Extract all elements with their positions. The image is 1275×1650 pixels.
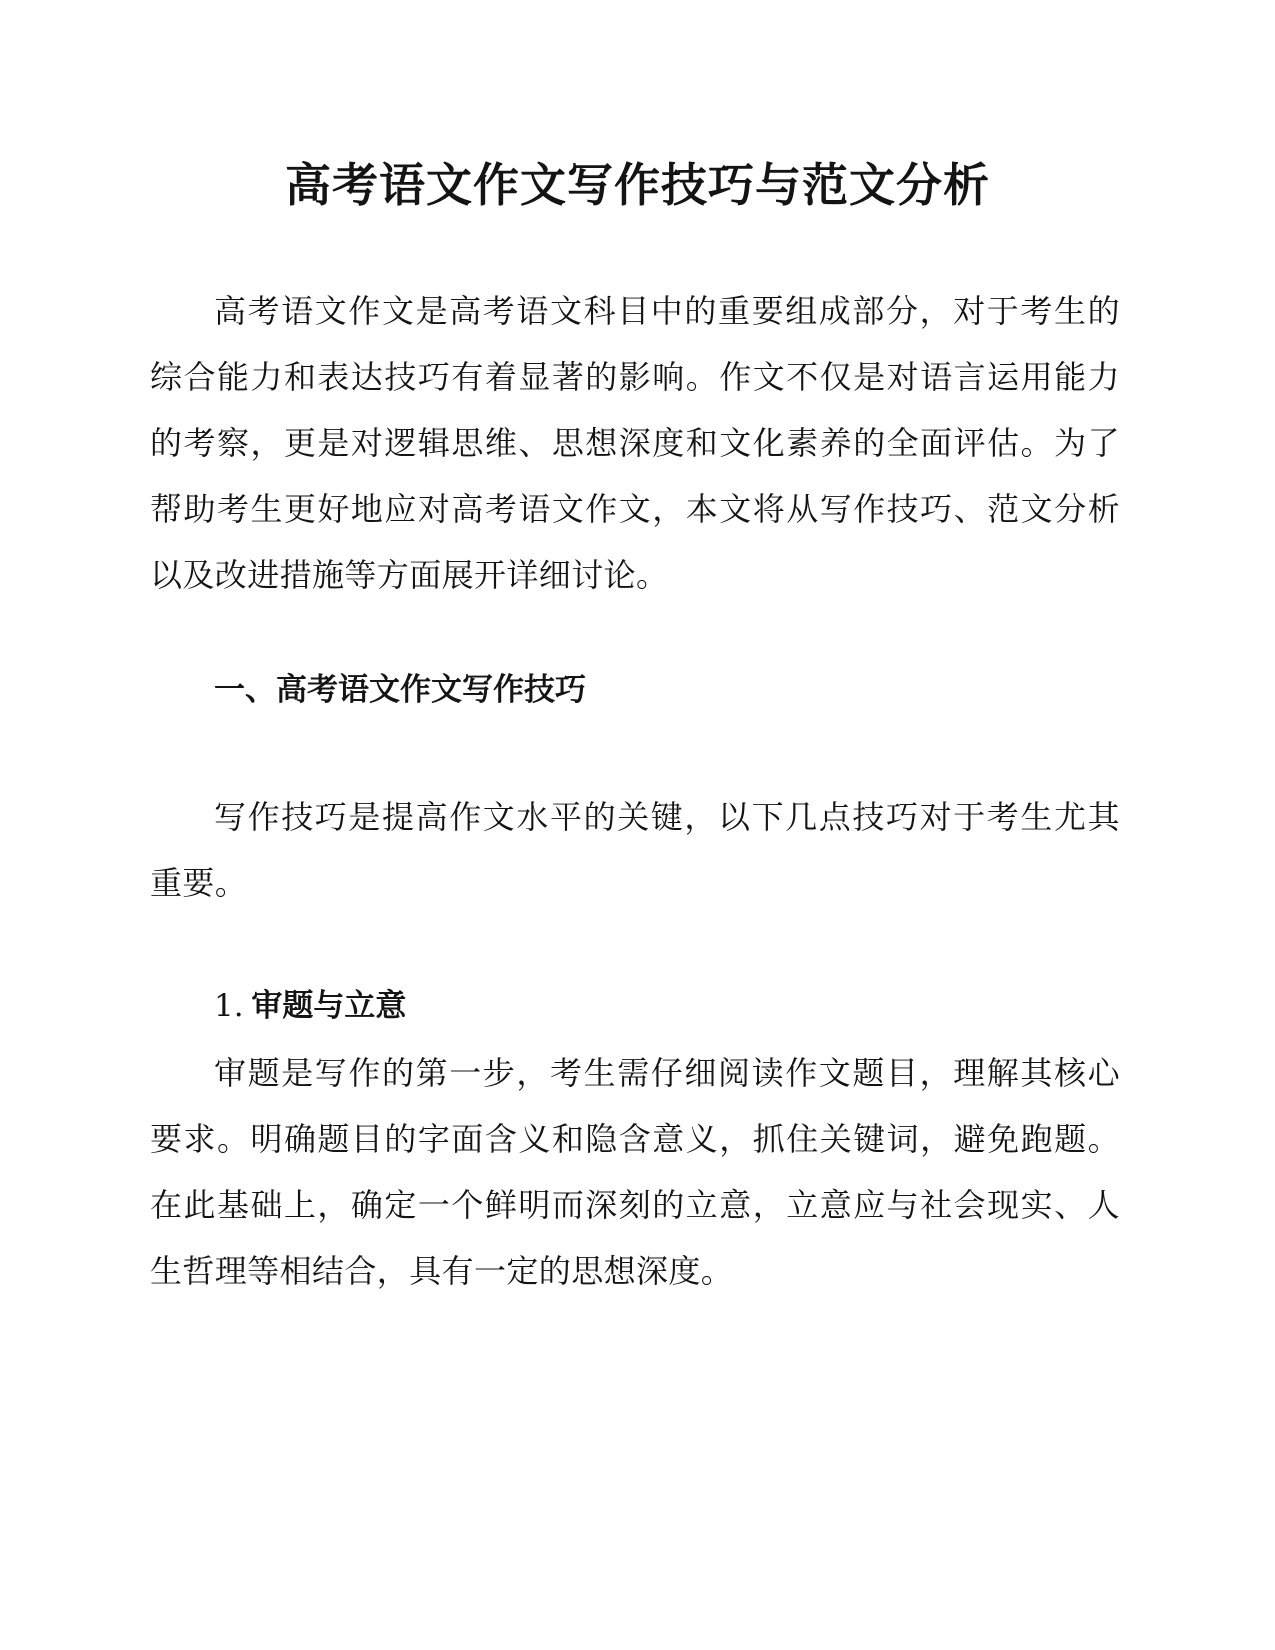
topic-analysis-paragraph: 审题是写作的第一步，考生需仔细阅读作文题目，理解其核心要求。明确题目的字面含义和隐含意义，抓住关键词，避免跑题。在此基础上，确定一个鲜明而深刻的立意，立意应与社会现实、人生哲理等相结合，具有一定的思想深度。 <box>150 1054 1120 1290</box>
subheading-topic-analysis <box>214 976 1114 1036</box>
intro-paragraph: 高考语文作文是高考语文科目中的重要组成部分，对于考生的综合能力和表达技巧有着显著的影响。作文不仅是对语言运用能力的考察，更是对逻辑思维、思想深度和文化素养的全面评估。为了帮助考生更好地应对高考语文作文，本文将从写作技巧、范文分析以及改进措施等方面展开详细讨论。 <box>150 292 1120 594</box>
subheading-text: 审题与立意 <box>251 988 407 1024</box>
section-intro-paragraph: 写作技巧是提高作文水平的关键，以下几点技巧对于考生尤其重要。 <box>150 798 1120 902</box>
document-title: 高考语文作文写作技巧与范文分析 <box>285 158 990 212</box>
subheading-number: 1. <box>214 988 244 1024</box>
section-heading-writing-skills: 一、高考语文作文写作技巧 <box>214 672 586 708</box>
